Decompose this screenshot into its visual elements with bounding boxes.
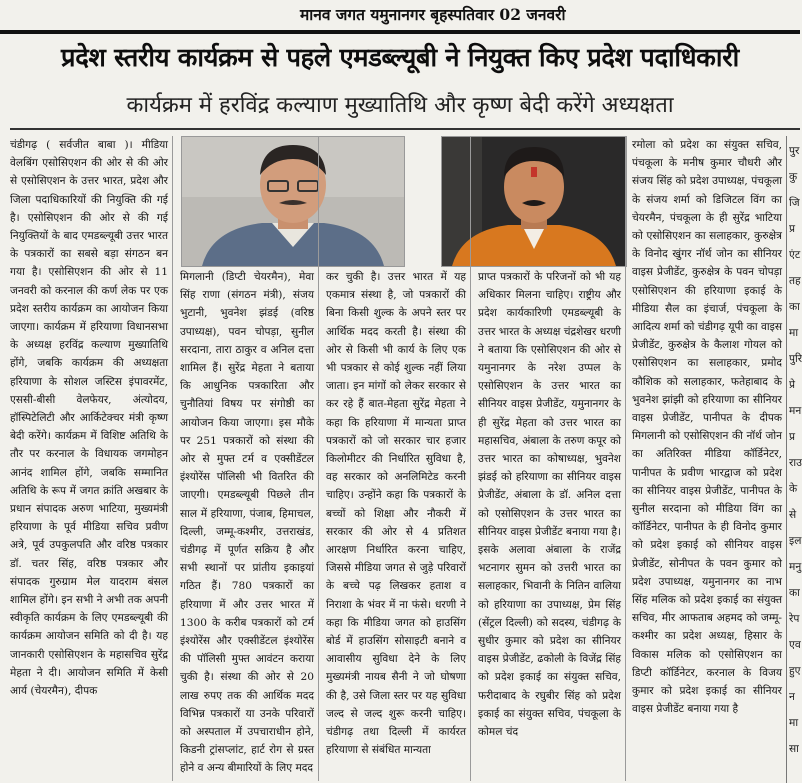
adjacent-article-fragment: मा [789,327,799,339]
adjacent-article-fragment: मनु [789,561,802,573]
adjacent-article-fragment: के [789,483,798,495]
adjacent-article-fragment: राउ [789,457,802,469]
article-text: प्राप्त पत्रकारों के परिजनों को भी यह अधिकार मिलना चाहिए। राष्ट्रीय और प्रदेश कार्यकारिणी एमडब्ल्यूबी के उत्तर भारत के अध्यक्ष चंद्रशेखर धरणी ने बताया कि एसोसिएशन की ओर से यमुनानगर के नरेश उप्पल के एसोसिएशन के उत्तर भारत का सीनियर वाइस प्रेजीडेंट, यमुनानगर के ही सुरेंद्र मेहता को उत्तर भारत का महासचिव, अंबाला के तरुण कपूर को उत्तर भारत का कोषाध्यक्ष, भुवनेश झंडई को हरियाणा का सीनियर वाइस प्रेजीडेंट, अंबाला के डॉ. अनिल दत्ता को एसोसिएशन के उत्तर भारत का सीनियर वाइस प्रेजीडेंट बनाया गया है। इसके अलावा अंबाला के राजेंद्र भटनागर सुमन को उत्तरी भारत का सलाहकार, भिवानी के नितिन वालिया को हरियाणा का उपाध्यक्ष, प्रेम सिंह (सेंट्रल दिल्ली) को सदस्य, चंडीगढ़ के सुधीर कुमार को प्रदेश का सीनियर वाइस प्रेजीडेंट, ढकोली के विजेंद्र सिंह को प्रदेश इकाई का संयुक्त सचिव, फरीदाबाद के रघुबीर सिंह को प्रदेश इकाई का संयुक्त सचिव, पंचकूला के कोमल चंद [478,271,621,739]
article-column-2 [180,268,314,781]
article-text: मिगलानी (डिप्टी चेयरमैन), मेवा सिंह राणा (संगठन मंत्री), संजय भुटानी, भुवनेश झंडई (वरिष्ठ उपाध्यक्ष), पवन चोपड़ा, सुनील सरदाना, तारा ठाकुर व अनिल दत्ता शामिल हैं। सुरेंद्र मेहता ने बताया कि आधुनिक पत्रकारिता और चुनौतियां विषय पर संगोष्ठी का आयोजन किया जाएगा। इस मौके पर 251 पत्रकारों को संस्था की ओर से मुफ्त टर्म व एक्सीडेंटल इंश्योरेंस पॉलिसी भी वितरित की जाएगी। एमडब्ल्यूबी पिछले तीन साल में हरियाणा, पंजाब, हिमाचल, दिल्ली, जम्मू-कश्मीर, उत्तराखंड, चंडीगढ़ में पूर्णत सक्रिय है और सभी स्थानों पर प्रांतीय इकाइयां गठित हैं। 780 पत्रकारों का हरियाणा में और उत्तर भारत में 1300 के करीब पत्रकारों को टर्म इंश्योरेंस और एक्सीडेंटल इंश्योरेंस की पॉलिसी मुफ्त आवंटन कराया चुकी है। संस्था की ओर से 20 लाख रुपए तक की आर्थिक मदद विभिन्न पत्रकारों या उनके परिवारों को अस्पताल में उपचाराधीन होने, किडनी ट्रांसप्लांट, हार्ट रोग से ग्रस्त होने व अन्य बीमारियों के लिए मदद [180,271,314,775]
adjacent-article-fragment: जि [789,197,800,209]
adjacent-article-fragment: रेप [789,613,800,625]
portrait-left-icon [182,137,404,266]
article-text: रमोला को प्रदेश का संयुक्त सचिव, पंचकूला के मनीष कुमार चौधरी और संजय सिंह को प्रदेश उपाध्यक्ष, पंचकूला के संजय शर्मा को डिजिटल विंग का चेयरमैन, पंचकूला के ही सुरेंद्र भाटिया को एसोसिएशन का सलाहकार, कुरुक्षेत्र के विनोद खुंगर नॉर्थ जोन का सीनियर वाइस प्रेजीडेंट, कुरुक्षेत्र के पवन चोपड़ा एसोसिएशन की हरियाणा इकाई के मीडिया सैल का इंचार्ज, पंचकूला के आदित्य शर्मा को चंडीगढ़ यूपी का वाइस प्रेजीडेंट, कुरुक्षेत्र के कैलाश गोयल को एसोसिएशन का सलाहकार, प्रमोद कौशिक को सलाहकार, फतेहाबाद के भुवनेश झांझी को हरियाणा का सीनियर वाइस प्रेजीडेंट, पानीपत के दीपक मिगलानी को एसोसिएशन की नॉर्थ जोन का अतिरिक्त मीडिया कॉर्डिनेटर, पानीपत के प्रवीण भारद्वाज को प्रदेश का सीनियर वाइस प्रेजीडेंट, पानीपत के सुनील सरदाना को मीडिया विंग का कॉर्डिनेटर, पानीपत के ही विनोद कुमार को प्रदेश इकाई को सीनियर वाइस प्रेजीडेंट, सोनीपत के पवन कुमार को प्रदेश उपाध्यक्ष, यमुनानगर का नाभ सिंह मलिक को प्रदेश इकाई का संयुक्त सचिव, मीर आफताब अहमद को जम्मू-कश्मीर का प्रदेश अध्यक्ष, हिसार के विकास मलिक को एसोसिएशन का डिप्टी कॉर्डिनेटर, करनाल के विजय कुमार को प्रदेश इकाई का सीनियर वाइस प्रेजीडेंट बनाया गया है [632,139,782,716]
headline: प्रदेश स्तरीय कार्यक्रम से पहले एमडब्ल्यूबी ने नियुक्त किए प्रदेश पदाधिकारी [61,43,739,73]
portrait-photo-left [181,136,405,267]
article-text: चंडीगढ़ ( सर्वजीत बाबा )। मीडिया वेलबिंग एसोसिएशन की ओर से की ओर से एसोसिएशन के उत्तर भारत, प्रदेश और जिला पदाधिकारियों की नियुक्ति की गई है। एसोसिएशन की ओर से की गई नियुक्तियों के बाद एमडब्ल्यूबी उत्तर भारत के पत्रकारों का सबसे बड़ा संगठन बन गया है। एसोसिएशन की ओर से 11 जनवरी को करनाल की कर्ण लेक पर एक प्रदेश स्तरीय कार्यक्रम का आयोजन किया जाएगा। कार्यक्रम में हरियाणा विधानसभा के अध्यक्ष हरविंद्र कल्याण मुख्यातिथि होंगे, जबकि कार्यक्रम की अध्यक्षता हरियाणा के सोशल जस्टिस इंपावरमेंट, एससी-बीसी वेलफेयर, अंत्योदय, हॉस्पिटेलिटी और आर्किटेक्चर मंत्री कृष्ण बेदी करेंगे। कार्यक्रम में विशिष्ट अतिथि के तौर पर करनाल के विधायक जगमोहन आनंद शामिल होंगे, जबकि सम्मानित अतिथि के रूप में जगत क्रांति अखबार के प्रधान संपादक अरुण भाटिया, मुख्यमंत्री हरियाणा के पूर्व मीडिया सचिव प्रवीण अत्रे, पूर्व उपकुलपति और वरिष्ठ पत्रकार डॉ. चतर सिंह, वरिष्ठ पत्रकार और संपादक गुरुग्राम मेल यादराम बंसल शामिल होंगे। इन सभी ने अभी तक अपनी स्वीकृति कार्यक्रम के लिए एमडब्ल्यूबी की कार्यक्रम आयोजन समिति को दी है। यह जानकारी एसोसिएशन के महासचिव सुरेंद्र मेहता ने दी। आयोजन समिति में केसी आर्य (चेयरमैन), दीपक [10,139,168,698]
adjacent-article-fragment: पुरि [789,353,802,365]
adjacent-article-fragment: कु [789,171,798,183]
adjacent-article-fragment: मा [789,717,799,729]
adjacent-article-fragment: पुर [789,145,800,157]
adjacent-article-fragment: सा [789,743,799,755]
adjacent-article-fragment: प्र [789,431,796,443]
article-column-5 [632,136,782,781]
column-divider [318,136,319,781]
adjacent-article-strip [786,136,801,783]
adjacent-article-fragment: इल [789,535,802,547]
adjacent-article-fragment: प्र [789,223,796,235]
adjacent-article-fragment: एंट [789,249,801,261]
column-divider [172,136,173,781]
article-column-4 [478,268,621,781]
adjacent-article-fragment: से [789,509,797,521]
adjacent-article-fragment: एव [789,639,801,651]
article-text: कर चुकी है। उत्तर भारत में यह एकमात्र संस्था है, जो पत्रकारों की बिना किसी शुल्क के अपने स्तर पर आर्थिक मदद करती है। संस्था की ओर से किसी भी कार्य के लिए एक भी पत्रकार से कोई शुल्क नहीं लिया जाता। इन मांगों को लेकर सरकार से कर रहे हैं बात-मेहता सुरेंद्र मेहता ने कहा कि हरियाणा में मान्यता प्राप्त पत्रकारों को जो सरकार चार हजार किलोमीटर की निर्धारित सुविधा है, वह सरकार को अनलिमिटेड करनी चाहिए। उन्होंने कहा कि पत्रकारों के बच्चों को शिक्षा और नौकरी में सरकार की ओर से 4 प्रतिशत आरक्षण निर्धारित करना चाहिए, जिससे मीडिया जगत से जुड़े परिवारों के बच्चे पढ़ लिखकर हताश व निराशा के भंवर में ना फंसे। धरणी ने कहा कि मीडिया जगत को हाउसिंग बोर्ड में हाउसिंग सोसाइटी बनाने व आवासीय सुविधा देने के लिए मुख्यमंत्री नायब सैनी ने जो घोषणा की है, उसे जिला स्तर पर यह सुविधा जल्द से जल्द शुरू करनी चाहिए। चंडीगढ़ तथा दिल्ली में कार्यरत हरियाणा से संबंधित मान्यता [326,271,466,757]
article-column-3 [326,268,466,781]
adjacent-article-fragment: मन [789,405,802,417]
portrait-photo-right [441,136,627,267]
headline-rule [10,128,800,130]
adjacent-article-fragment: का [789,587,800,599]
adjacent-article-fragment: का [789,301,800,313]
adjacent-article-fragment: हुए [789,665,801,677]
article-column-1 [10,136,168,781]
column-divider [625,136,626,781]
adjacent-article-fragment: तह [789,275,801,287]
adjacent-article-fragment: न [789,691,795,703]
adjacent-article-fragment: प्रे [789,379,796,391]
masthead: मानव जगत यमुनानगर बृहस्पतिवार 02 जनवरी [300,5,566,24]
column-divider [470,136,471,781]
subheadline: कार्यक्रम में हरविंद्र कल्याण मुख्यातिथि और कृष्ण बेदी करेंगे अध्यक्षता [126,93,674,118]
